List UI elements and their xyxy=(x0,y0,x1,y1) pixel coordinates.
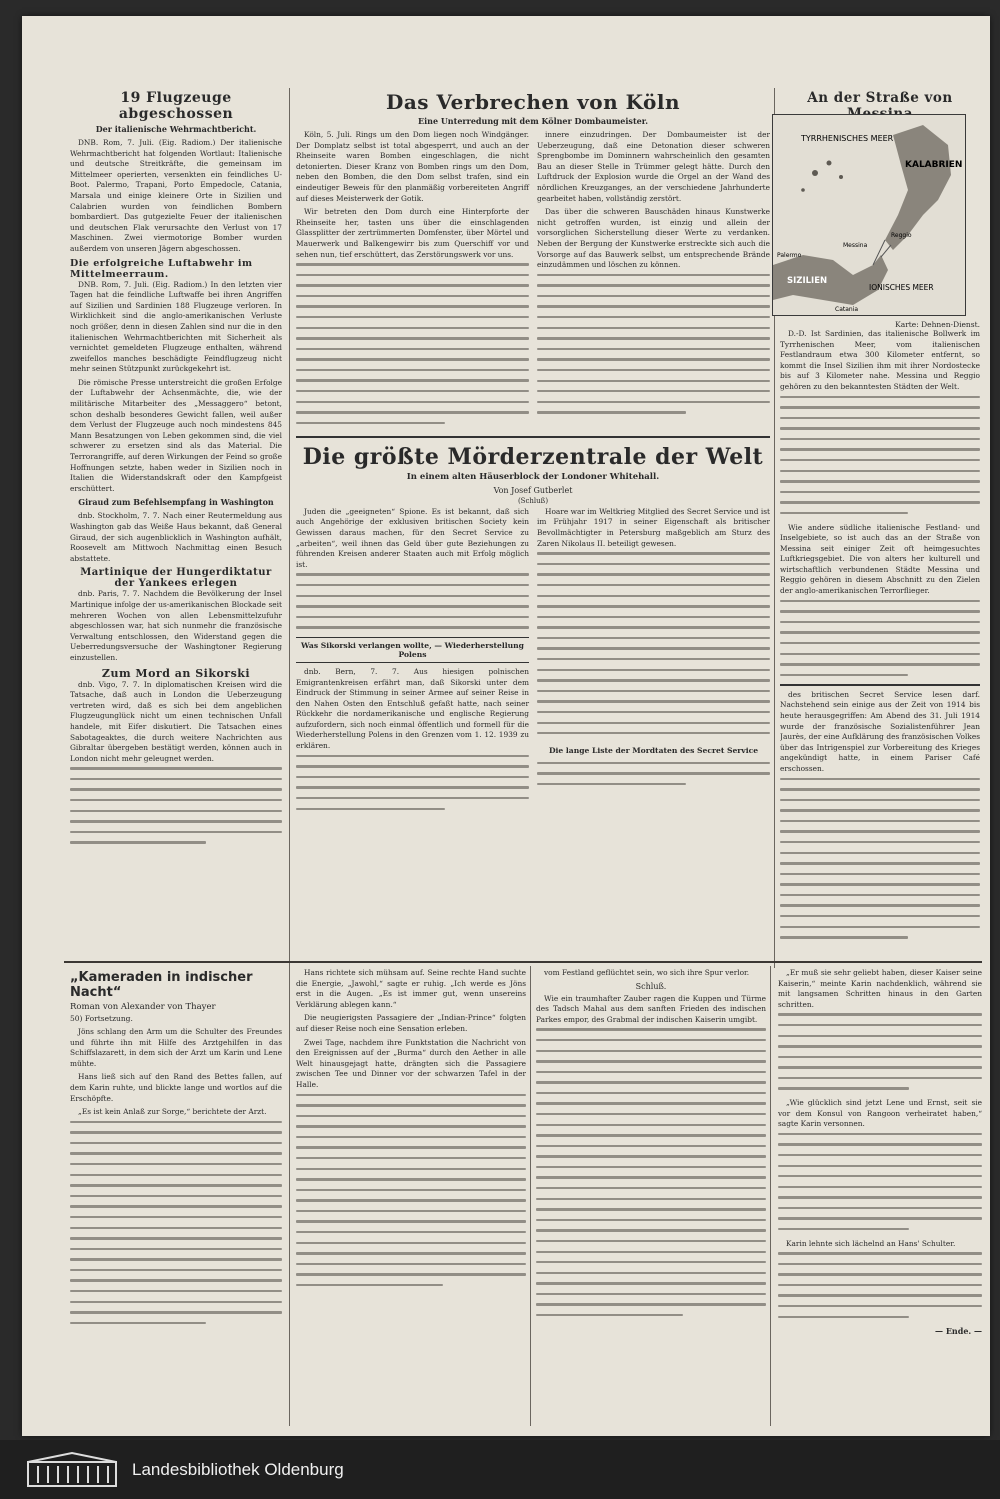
map-graphic xyxy=(773,115,965,315)
subheadline-giraud: Giraud zum Befehlsempfang in Washington xyxy=(78,497,274,508)
subheadline-koeln: Eine Unterredung mit dem Kölner Dombaumeister. xyxy=(418,116,648,126)
column-divider xyxy=(530,966,531,1426)
headline-flugzeuge: 19 Flugzeuge abgeschossen xyxy=(118,90,234,122)
article-text: Juden die „geeigneten“ Spione. Es ist bekannt, daß sich auch Angehörige der exklusiven britischen Society kein Gewissen daraus machen, für den Secret Service zu „arbeiten“, weil ihnen das Geld über gute Beziehungen zu führenden Kreisen anderer Staaten auch mit Erfolg möglich ist. xyxy=(296,506,529,569)
headline-messina: An der Straße von xyxy=(807,90,953,106)
text-lines xyxy=(296,573,529,628)
ende-label: — Ende. — xyxy=(935,1326,982,1337)
article-text: DNB. Rom, 7. Juli. (Eig. Radiom.) Der italienische Wehrmachtbericht hat folgenden Wortlaut: Italienische und deutsche Streitkräfte, die gemeinsam im Mittelmeer operierten, versenkten ein feindliches U-Boot. Palermo, Trapani, Porto Empedocle, Catania, Marsala und einige kleinere Orte in Sizilien und Calabrien wurden von feindlichen Bombern bombardiert. Das gutgezielte Feuer der italienischen und deutschen Flak verursachte den Verlust von 17 Maschinen. Zwei viermotorige Bomber wurden außerdem von unseren Jägern abgeschossen. xyxy=(70,138,282,253)
article-text: Hans ließ sich auf den Rand des Bettes fallen, auf dem Karin ruhte, und blickte lange und wortlos auf die Erschöpfte. xyxy=(70,1072,282,1103)
text-lines xyxy=(70,1121,282,1324)
article-text: dnb. Paris, 7. 7. Nachdem die Bevölkerung der Insel Martinique infolge der us-amerikanischen Blockade seit mehreren Wochen von allen Lebensmittelzufuhr abgeschlossen war, hat sich nunmehr die französische Verwaltung entschlossen, den Widerstand gegen die Ueberredungsversuche der Washingtoner Regierung einzustellen. xyxy=(70,589,282,662)
map-label: Catania xyxy=(835,306,859,313)
article-text: vom Festland geflüchtet sein, wo sich ihre Spur verlor. xyxy=(544,968,750,977)
article-text: Hans richtete sich mühsam auf. Seine rechte Hand suchte die Energie, „Jawohl,“ sagte er ruhig. „Ich werde es Jöns erst in die Augen. „Es ist immer gut, wenn unsereins Verklärung ablegen kann.“ xyxy=(296,968,526,1009)
map-label: SIZILIEN xyxy=(787,276,828,286)
serial-col-4 xyxy=(778,968,982,1428)
text-lines xyxy=(537,552,770,734)
author-byline: Von Josef Gutberlet xyxy=(493,485,573,495)
headline-martinique: Martinique der Hungerdiktatur der Yankees erlegen xyxy=(80,567,272,590)
column-divider xyxy=(289,966,290,1426)
article-text: Wir betreten den Dom durch eine Hinterpforte der Rheinseite her, tasten uns über die einschlagenden Glassplitter der zertrümmerten Domfenster, über Mörtel und Mauerwerk und Balkengewirr bis zum Querschiff vor und sehen nun, tief erschüttert, das Zerstörungswerk vor uns. xyxy=(296,207,529,259)
map-strait-of-messina xyxy=(772,114,966,316)
article-text: „Wie glücklich sind jetzt Lene und Ernst, seit sie vor dem Konsul von Rangoon verheiratet haben,“ sagte Karin versonnen. xyxy=(778,1098,982,1129)
article-text: dnb. Vigo, 7. 7. In diplomatischen Kreisen wird die Tatsache, daß auch in London die Ueberzeugung vertreten wird, daß es sich bei dem angeblichen Flugzeugunglück nicht um einen technischen Unfall handele, mit Eifer diskutiert. Die Tatsachen eines Sabotageaktes, die durch weitere Nachrichten aus Gibraltar übergeben bestätigt werden, können auch in London nicht mehr geleugnet werden. xyxy=(70,679,282,763)
boxed-heading-mordtaten: Die lange Liste der Mordtaten des Secret Service xyxy=(548,745,759,755)
headline-luftabwehr: Die erfolgreiche Luftabwehr im Mittelmeerraum. xyxy=(70,257,253,280)
article-text: Die neugierigsten Passagiere der „Indian-Prince“ folgten auf dieser Reise noch eine Sensation erleben. xyxy=(296,1013,526,1033)
text-lines xyxy=(70,767,282,843)
article-text: D.-D. Ist Sardinien, das italienische Bollwerk im Tyrrhenischen Meer, vom italienischen Festlandraum etwa 300 Kilometer entfernt, so kommt die Insel Sizilien ihm mit ihrer Nordostecke bis auf 3 Kilometer nahe. Messina und Reggio gehören zu den bekanntesten Städten der Welt. xyxy=(780,329,980,391)
column-divider xyxy=(289,88,290,968)
library-name: Landesbibliothek Oldenburg xyxy=(132,1459,344,1479)
text-lines xyxy=(778,1013,982,1089)
text-lines xyxy=(296,1094,526,1287)
column-right-text xyxy=(780,320,980,970)
article-text: Wie andere südliche italienische Festland- und Inselgebiete, so ist auch das an der Straße von Messina seit einiger Zeit oft heimgesuchtes Luftkriegsgebiet. Die von alters her kulturell und wirtschaftlich verbundenen Städte Messina und Reggio gehören in diesem Abschnitt zu den Zielen der anglo-amerikanischen Terrorflieger. xyxy=(780,522,980,596)
text-lines xyxy=(296,263,529,424)
serial-title: „Kameraden in indischer Nacht“ xyxy=(70,970,253,1000)
article-text: des britischen Secret Service lesen darf. Nachstehend sein einige aus der Zeit von 1914 bis heute herausgegriffen: Am Abend des 31. Juli 1914 wurde der französische Sozialistenführer Jean Jaurès, der eine Aufklärung des französischen Volkes über das Intrigenspiel zur Vorbereitung des Krieges angekündigt hatte, in einem Pariser Café erschossen. xyxy=(780,689,980,773)
schluss-label: Schluß. xyxy=(635,981,667,991)
serial-subtitle: Roman von Alexander von Thayer xyxy=(70,1002,216,1012)
headline-sikorski: Zum Mord an Sikorski xyxy=(101,666,251,680)
serial-col-2 xyxy=(296,968,526,1428)
author-note: (Schluß) xyxy=(517,496,549,505)
article-text: Zwei Tage, nachdem ihre Funktstation die Nachricht von den Ereignissen auf der „Burma“ durch den Aether in alle Welt hinausgejagt hatte, drängten sich die Passagiere zwischen Tee und Dinner vor der schwarzen Tafel in der Halle. xyxy=(296,1037,526,1089)
library-building-icon xyxy=(22,1450,122,1490)
serial-col-3 xyxy=(536,968,766,1428)
article-text: dnb. Stockholm, 7. 7. Nach einer Reutermeldung aus Washington gab das Weiße Haus bekannt, daß General Giraud, der sich augenblicklich in Washington aufhält, Roosevelt am Mittwoch Nachmittag einen Besuch abstattete. xyxy=(70,511,282,563)
article-text: „Es ist kein Anlaß zur Sorge,“ berichtete der Arzt. xyxy=(78,1107,267,1117)
article-text: Die römische Presse unterstreicht die großen Erfolge der Luftabwehr der Achsenmächte, die, wie der militärische Mitarbeiter des „Messaggero“ betont, schon deshalb besonderes Gewicht fallen, weil außer dem Verlust der Flugzeuge auch noch mindestens 845 Mann Besatzungen von Leben gekommen sind, die viel schwerer zu ersetzen sind als das Material. Die Terrorangriffe, auf deren Wirkungen der Feind so große Hoffnungen setzte, haben weder in Sizilien noch in Italien die Widerstandskraft oder den Kampfgeist erschüttert. xyxy=(70,377,282,493)
serial-col-1 xyxy=(70,968,282,1428)
article-text: Jöns schlang den Arm um die Schulter des Freundes und führte ihn mit Hilfe des Arztgehilfen in das Schiffslazarett, in dem sich der Arzt um Karin und Lene mühte. xyxy=(70,1027,282,1068)
text-lines xyxy=(778,1133,982,1231)
text-lines xyxy=(780,396,980,515)
headline-moerderzentrale: Die größte Mörderzentrale der Welt xyxy=(302,443,764,470)
library-footer xyxy=(0,1440,1000,1499)
article-text: Karin lehnte sich lächelnd an Hans' Schulter. xyxy=(786,1238,956,1248)
headline-koeln: Das Verbrechen von Köln xyxy=(385,90,681,114)
text-lines xyxy=(537,762,770,786)
article-text: Das über die schweren Bauschäden hinaus Kunstwerke nicht getroffen wurden, ist einzig und allein der vorsorglichen Sicherstellung dieser Werte zu verdanken. Neben der Bergung der Kunstwerke erstreckte sich auch die Vorsorge auf das Bauwerk selbst, um entsprechende Brände einzudämmen und löschen zu können. xyxy=(537,207,770,270)
text-lines xyxy=(296,755,529,810)
article-text: DNB. Rom, 7. Juli. (Eig. Radiom.) In den letzten vier Tagen hat die feindliche Luftwaffe bei ihren Angriffen auf Sizilien und Sardinien 188 Flugzeuge verloren. In Wirklichkeit sind die anglo-amerikanischen Verluste noch größer, denn in diesen Zahlen sind nur die in den italienischen Wehrmachtberichten mit Sicherheit als vernichtet gemeldeten Flugzeuge enthalten, während zweifellos manches beschädigte Feindflugzeug nicht mehr seinen Stützpunkt zurückgekehrt ist. xyxy=(70,279,282,374)
boxed-heading-sikorski: Was Sikorski verlangen wollte, — Wiederherstellung Polens xyxy=(296,637,529,663)
article-text: innere einzudringen. Der Dombaumeister ist der Ueberzeugung, daß eine Detonation dieser schweren Sprengbombe im Dominnern wahrscheinlich den gesamten Bau an dieser Stelle in Trümmer gelegt hätte. Durch den Luftdruck der Explosion wurde die Orgel an der Wand des nördlichen Kreuzganges, an der verschiedene Jahrhunderte gearbeitet haben, vollständig zerstört. xyxy=(537,130,770,203)
map-label: KALABRIEN xyxy=(905,160,963,170)
column-left xyxy=(70,90,282,970)
serial-continuation: 50) Fortsetzung. xyxy=(70,1014,133,1023)
article-text: Wie ein traumhafter Zauber ragen die Kuppen und Türme des Tadsch Mahal aus dem sanften Frieden des indischen Parkes empor, des Grabmal der indischen Kaiserin umgibt. xyxy=(536,993,766,1024)
map-label: Palermo xyxy=(777,252,802,259)
newspaper-page xyxy=(22,16,990,1436)
text-lines xyxy=(778,1252,982,1318)
article-text: dnb. Bern, 7. 7. Aus hiesigen polnischen Emigrantenkreisen erfährt man, daß Sikorski unter dem Eindruck der Stimmung in seiner Armee auf seiner Reise in den Nahen Osten den Entschluß gefaßt hatte, nach seiner Rückkehr die nordamerikanische und englische Regierung aufzufordern, sich noch einmal öffentlich und formell für die Wiederherstellung Polens in den Grenzen vom 1. 12. 1939 zu erklären. xyxy=(296,666,529,751)
map-label: IONISCHES MEER xyxy=(869,283,934,292)
map-label: Messina xyxy=(843,242,868,249)
map-caption: Karte: Dehnen-Dienst. xyxy=(895,320,980,329)
article-text: Hoare war im Weltkrieg Mitglied des Secret Service und ist im Frühjahr 1917 in seiner Eigenschaft als britischer Bevollmächtigter in Petersburg maßgeblich am Sturz des Zaren Nikolaus II. beteiligt gewesen. xyxy=(537,506,770,548)
serial-divider xyxy=(64,961,982,963)
article-text: Köln, 5. Juli. Rings um den Dom liegen noch Windgänger. Der Domplatz selbst ist total abgesperrt, und auch an der Rheinseite waren Bomben eingeschlagen, die nicht detonierten. Dieser Kranz von Bomben rings um den Dom, neben den Bomben, die den Dom selbst trafen, sind ein eindeutiger Beweis für den planmäßig vorbereiteten Angriff auf dieses Meisterwerk der Gotik. xyxy=(296,130,529,203)
subheadline: Der italienische Wehrmachtbericht. xyxy=(95,124,257,134)
map-label: Reggio xyxy=(891,232,912,239)
column-divider xyxy=(770,966,771,1426)
text-lines xyxy=(536,1028,766,1316)
article-text: „Er muß sie sehr geliebt haben, dieser Kaiser seine Kaiserin,“ meinte Karin nachdenklich, während sie mit langsamen Schritten hinaus in den Garten schritten. xyxy=(778,968,982,1009)
subheadline-whitehall: In einem alten Häuserblock der Londoner Whitehall. xyxy=(406,471,660,482)
text-lines xyxy=(537,274,770,414)
map-label: TYRRHENISCHES MEER xyxy=(801,134,894,143)
text-lines xyxy=(780,778,980,939)
text-lines xyxy=(780,600,980,676)
column-center xyxy=(296,90,770,970)
